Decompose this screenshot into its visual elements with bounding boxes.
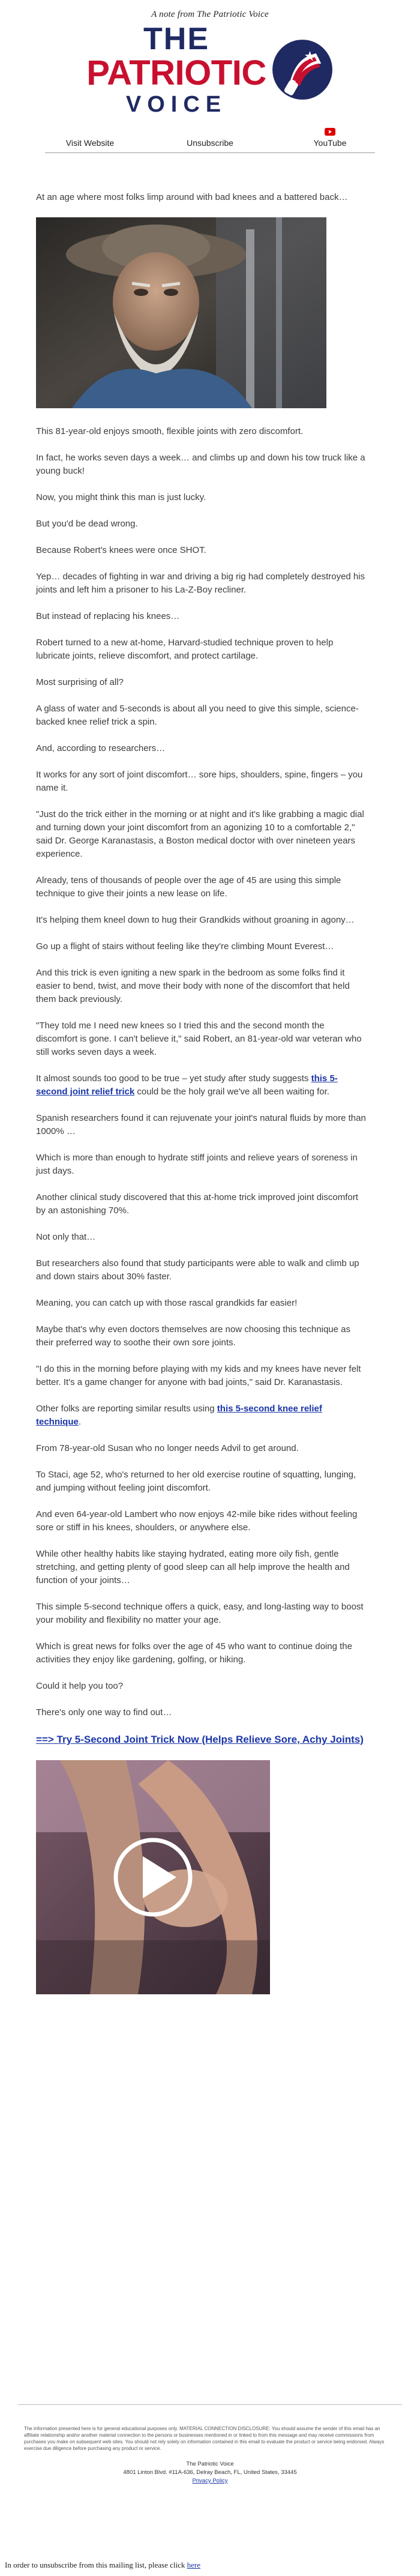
paragraph: It works for any sort of joint discomfort… sore hips, shoulders, spine, fingers – you name it. xyxy=(36,770,363,793)
logo[interactable] xyxy=(0,22,420,117)
paragraph: In fact, he works seven days a week… and climbs up and down his tow truck like a young buck! xyxy=(36,453,365,476)
unsubscribe-link[interactable]: Unsubscribe xyxy=(187,138,233,148)
paragraph: Yep… decades of fighting in war and driving a big rig had completely destroyed his joints and left him a prisoner to his La-Z-Boy recliner. xyxy=(36,572,365,595)
paragraph: And even 64-year-old Lambert who now enjoys 42-mile bike rides without feeling sore or stiff in his knees, shoulders, or anywhere else. xyxy=(36,1509,358,1533)
paragraph: But you'd be dead wrong. xyxy=(36,519,138,529)
paragraph: Meaning, you can catch up with those rascal grandkids far easier! xyxy=(36,1298,298,1308)
paragraph-with-link xyxy=(36,1072,366,1099)
email-header xyxy=(0,0,420,153)
logo-patriotic: PATRIOTIC xyxy=(86,53,266,92)
logo-the: THE xyxy=(143,22,209,56)
paragraph: Now, you might think this man is just lucky. xyxy=(36,492,206,502)
logo-voice: VOICE xyxy=(125,92,227,117)
youtube-link[interactable] xyxy=(285,128,375,148)
paragraph-with-link xyxy=(36,1402,366,1429)
old-man-photo xyxy=(36,217,326,408)
paragraph: Because Robert's knees were once SHOT. xyxy=(36,545,206,555)
knee-relief-technique-link[interactable]: this 5-second knee relief technique xyxy=(36,1404,322,1427)
joint-relief-trick-link[interactable]: this 5-second joint relief trick xyxy=(36,1073,338,1097)
header-note: A note from The Patriotic Voice xyxy=(151,10,269,19)
unsubscribe-here-link[interactable]: here xyxy=(187,2560,201,2569)
paragraph: And, according to researchers… xyxy=(36,743,166,753)
paragraph: Which is more than enough to hydrate stiff joints and relieve years of soreness in just days. xyxy=(36,1153,358,1176)
email-footer xyxy=(0,2404,420,2485)
paragraph: This 81-year-old enjoys smooth, flexible joints with zero discomfort. xyxy=(36,426,304,436)
paragraph: At an age where most folks limp around with bad knees and a battered back… xyxy=(36,192,348,202)
youtube-icon xyxy=(325,128,335,136)
footer-divider xyxy=(18,2404,402,2405)
paragraph: Spanish researchers found it can rejuvenate your joint's natural fluids by more than 1000% … xyxy=(36,1113,366,1136)
paragraph: To Staci, age 52, who's returned to her old exercise routine of squatting, lunging, and jumping without feeling joint discomfort. xyxy=(36,1470,356,1493)
paragraph: From 78-year-old Susan who no longer needs Advil to get around. xyxy=(36,1443,299,1453)
paragraph: This simple 5-second technique offers a quick, easy, and long-lasting way to boost your mobility and flexibility no matter your age. xyxy=(36,1602,364,1625)
try-joint-trick-cta-link[interactable]: ==> Try 5-Second Joint Trick Now (Helps Relieve Sore, Achy Joints) xyxy=(36,1734,364,1745)
paragraph: Could it help you too? xyxy=(36,1681,124,1691)
paragraph: Go up a flight of stairs without feeling like they're climbing Mount Everest… xyxy=(36,941,334,952)
footer-address-block xyxy=(0,2460,420,2485)
microphone-flag-icon xyxy=(271,38,334,101)
video-thumbnail[interactable] xyxy=(36,1760,270,1994)
disclaimer-text: The information presented here is for general educational purposes only. MATERIAL CONNECTION DISCLOSURE: You should assume the sender of this email has an affiliate relationship and/or another material connection to the persons or businesses mentioned in or linked to from this message and may receive commissions from purchases you make on subsequent web sites. You should not rely solely on information contained in this email to evaluate the product or service being endorsed. Always exercise due diligence before purchasing any product or service. xyxy=(24,2426,385,2451)
paragraph: While other healthy habits like staying hydrated, eating more oily fish, gentle stretching, and getting plenty of good sleep can all help improve the health and function of your joints… xyxy=(36,1549,350,1585)
paragraph: But researchers also found that study participants were able to walk and climb up and down stairs about 30% faster. xyxy=(36,1258,359,1282)
paragraph: Not only that… xyxy=(36,1232,96,1242)
text: Other folks are reporting similar results using xyxy=(36,1404,217,1414)
privacy-policy-link[interactable]: Privacy Policy xyxy=(192,2478,228,2484)
company-name: The Patriotic Voice xyxy=(186,2461,234,2467)
paragraph: Already, tens of thousands of people over the age of 45 are using this simple technique to give their joints a new lease on life. xyxy=(36,875,341,899)
unsubscribe-text: In order to unsubscribe from this mailing list, please click xyxy=(5,2560,187,2569)
paragraph: "I do this in the morning before playing with my kids and my knees have never felt better. It's a game changer for anyone with bad joints," said Dr. Karanastasis. xyxy=(36,1364,361,1387)
paragraph: Maybe that's why even doctors themselves are now choosing this technique as their preferred way to soothe their own sore joints. xyxy=(36,1324,350,1348)
text: could be the holy grail we've all been waiting for. xyxy=(134,1087,329,1097)
cta-paragraph xyxy=(36,1733,366,1747)
paragraph: It's helping them kneel down to hug their Grandkids without groaning in agony… xyxy=(36,915,355,925)
company-address: 4801 Linton Blvd. #11A-636, Delray Beach, FL, United States, 33445 xyxy=(123,2469,297,2476)
paragraph: A glass of water and 5-seconds is about all you need to give this simple, science-backed knee relief trick a spin. xyxy=(36,704,359,727)
youtube-label: YouTube xyxy=(313,138,347,148)
logo-wordmark xyxy=(86,23,266,116)
text: It almost sounds too good to be true – yet study after study suggests xyxy=(36,1073,311,1084)
unsubscribe-line xyxy=(5,2560,200,2570)
paragraph: Which is great news for folks over the age of 45 who want to continue doing the activities they enjoy like gardening, golfing, or hiking. xyxy=(36,1641,352,1665)
paragraph: "Just do the trick either in the morning or at night and it's like grabbing a magic dial and turning down your joint discomfort from an agonizing 10 to a comfortable 2," said Dr. George Karanastasis, a Boston medical doctor with over nineteen years experience. xyxy=(36,809,364,859)
paragraph: Another clinical study discovered that this at-home trick improved joint discomfort by an astonishing 70%. xyxy=(36,1192,358,1216)
visit-website-link[interactable]: Visit Website xyxy=(65,138,115,148)
paragraph: And this trick is even igniting a new spark in the bedroom as some folks find it easier to bend, twist, and move their body with none of the discomfort that held them back previously. xyxy=(36,968,350,1004)
paragraph: Most surprising of all? xyxy=(36,677,124,687)
text: . xyxy=(78,1417,82,1427)
paragraph: Robert turned to a new at-home, Harvard-studied technique proven to help lubricate joints, relieve discomfort, and protect cartilage. xyxy=(36,638,334,661)
paragraph: But instead of replacing his knees… xyxy=(36,611,180,621)
article-body xyxy=(36,191,366,1994)
header-nav xyxy=(45,128,375,153)
paragraph: "They told me I need new knees so I tried this and the second month the discomfort is gone. I can't believe it," said Robert, an 81-year-old war veteran who still works seven days a week. xyxy=(36,1021,362,1057)
paragraph: There's only one way to find out… xyxy=(36,1707,172,1718)
